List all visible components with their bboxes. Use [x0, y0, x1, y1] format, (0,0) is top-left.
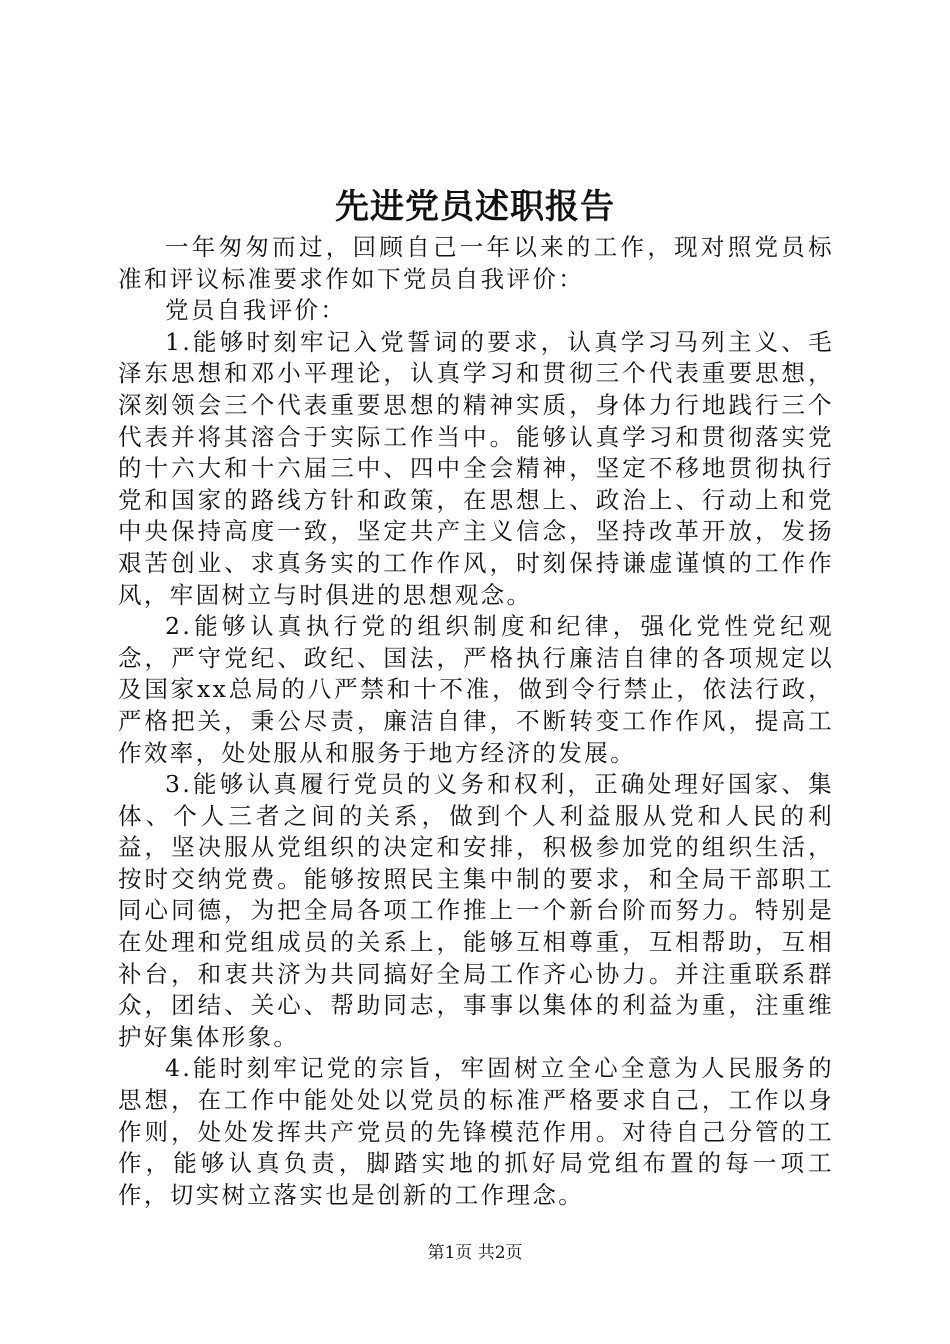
intro-paragraph: 一年匆匆而过，回顾自己一年以来的工作，现对照党员标准和评议标准要求作如下党员自我评价： [118, 233, 834, 293]
page-footer: 第1页 共2页 [427, 1243, 523, 1263]
item-paragraph-3: 3.能够认真履行党员的义务和权利，正确处理好国家、集体、个人三者之间的关系，做到个人利益服从党和人民的利益，坚决服从党组织的决定和安排，积极参加党的组织生活，按时交纳党费。能够按照民主集中制的要求，和全局干部职工同心同德，为把全局各项工作推上一个新台阶而努力。特别是在处理和党组成员的关系上，能够互相尊重，互相帮助，互相补台，和衷共济为共同搞好全局工作齐心协力。并注重联系群众，团结、关心、帮助同志，事事以集体的利益为重，注重维护好集体形象。 [118, 770, 834, 1051]
document-title: 先进党员述职报告 [335, 187, 615, 227]
item-paragraph-4: 4.能时刻牢记党的宗旨，牢固树立全心全意为人民服务的思想，在工作中能处处以党员的标准严格要求自己，工作以身作则，处处发挥共产党员的先锋模范作用。对待自己分管的工作，能够认真负责，脚踏实地的抓好局党组布置的每一项工作，切实树立落实也是创新的工作理念。 [118, 1054, 834, 1209]
item-paragraph-2: 2.能够认真执行党的组织制度和纪律，强化党性党纪观念，严守党纪、政纪、国法，严格执行廉洁自律的各项规定以及国家xx总局的八严禁和十不准，做到令行禁止，依法行政，严格把关，秉公尽责，廉洁自律，不断转变工作作风，提高工作效率，处处服从和服务于地方经济的发展。 [118, 612, 834, 767]
item-paragraph-1: 1.能够时刻牢记入党誓词的要求，认真学习马列主义、毛泽东思想和邓小平理论，认真学习和贯彻三个代表重要思想，深刻领会三个代表重要思想的精神实质，身体力行地践行三个代表并将其溶合于实际工作当中。能够认真学习和贯彻落实党的十六大和十六届三中、四中全会精神，坚定不移地贯彻执行党和国家的路线方针和政策，在思想上、政治上、行动上和党中央保持高度一致，坚定共产主义信念，坚持改革开放，发扬艰苦创业、求真务实的工作作风，时刻保持谦虚谨慎的工作作风，牢固树立与时俱进的思想观念。 [118, 327, 834, 609]
document-body [118, 232, 834, 1211]
section-heading: 党员自我评价： [165, 296, 347, 325]
